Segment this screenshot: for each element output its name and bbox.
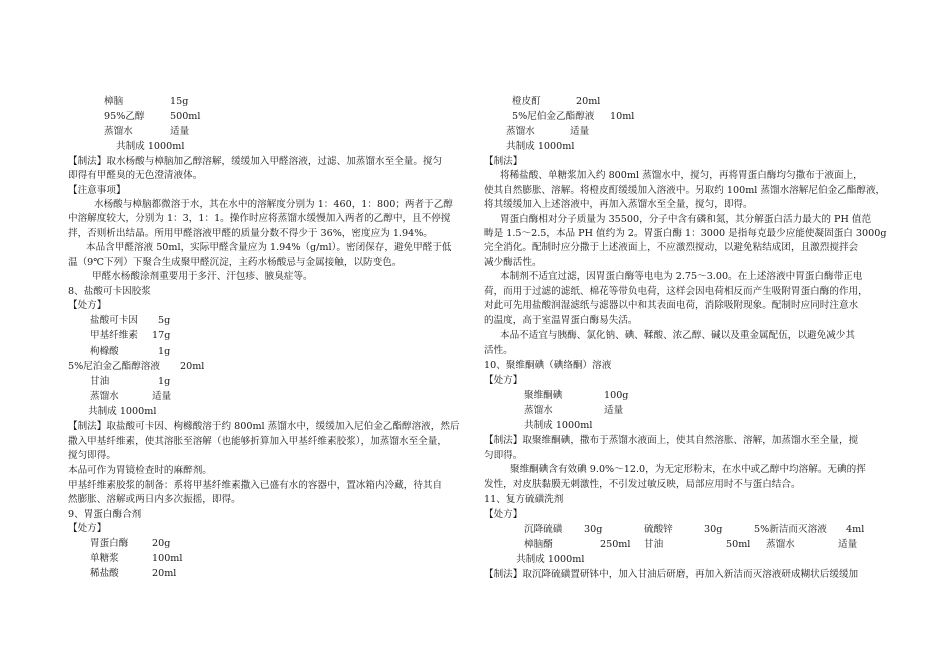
ingredient-amount: 17g	[152, 330, 171, 341]
ingredient-amount: 100g	[604, 390, 629, 401]
ingredient-amount: 1g	[158, 346, 171, 357]
ingredient-name: 甘油	[90, 376, 110, 387]
ingredient-amount: 20ml	[180, 361, 205, 372]
section-heading: 【处方】	[484, 375, 523, 386]
section-title: 8、盐酸可卡因胶浆	[68, 286, 151, 297]
ingredient-name: 5%新洁而灭溶液	[754, 524, 827, 535]
ingredient-amount: 1g	[158, 376, 171, 387]
ingredient-name: 盐酸可卡因	[90, 315, 138, 326]
ingredient-name: 甘油	[644, 539, 664, 550]
ingredient-name: 蒸馏水	[90, 391, 119, 402]
preparation-text: 即得有甲醛臭的无色澄清液体。	[68, 170, 203, 181]
ingredient-amount: 20ml	[576, 96, 601, 107]
ingredient-name: 单糖浆	[90, 553, 119, 564]
preparation-text: 将稀盐酸、单糖浆加入约 800ml 蒸馏水中，搅匀，再将胃蛋白酶均匀撒布于液面上，	[500, 170, 863, 181]
ingredient-name: 樟脑醑	[524, 539, 553, 550]
ingredient-name: 甲基纤维素	[90, 330, 138, 341]
paragraph: 拌，否则析出结晶。所用甲醛溶液甲醛的质量分数不得少于 36%，密度应为 1.94%。	[68, 228, 433, 239]
ingredient-name: 稀盐酸	[90, 568, 119, 579]
paragraph: 中溶解度较大，分别为 1：3，1：1。操作时应将蒸馏水缓慢加入两者的乙醇中，且不停搅	[68, 213, 451, 224]
ingredient-amount: 15g	[170, 96, 189, 107]
paragraph: 对此可先用盐酸润湿滤纸与滤器以中和其表面电荷，消除吸附现象。配制时应同时注意水	[484, 300, 859, 311]
section-heading: 【制法】	[484, 156, 523, 167]
ingredient-amount: 100ml	[152, 553, 183, 564]
ingredient-amount: 适量	[570, 126, 590, 137]
paragraph: 荷，而用于过滤的滤纸、棉花等带负电荷，这样会因电荷相反而产生吸附胃蛋白酶的作用，	[484, 286, 868, 297]
ingredient-amount: 30g	[704, 524, 723, 535]
preparation-text: 【制法】取沉降硫磺置研钵中，加入甘油后研磨，再加入新洁而灭溶液研成糊状后缓缓加	[484, 569, 859, 580]
paragraph: 甲基纤维素胶浆的制备：系将甲基纤维素撒入已盛有水的容器中，置冰箱内冷藏，待其自	[68, 480, 443, 491]
ingredient-name: 沉降硫磺	[524, 524, 563, 535]
ingredient-amount: 30g	[584, 524, 603, 535]
paragraph: 水杨酸与樟脑都微溶于水，其在水中的溶解度分别为 1：460，1：800；两者于乙醇	[94, 199, 453, 210]
paragraph: 减少酶活性。	[484, 257, 542, 268]
ingredient-name: 聚维酮碘	[524, 390, 563, 401]
section-title: 9、胃蛋白酶合剂	[68, 509, 142, 520]
ingredient-name: 95%乙醇	[104, 111, 145, 122]
paragraph: 本制剂不适宜过滤，因胃蛋白酶等电电为 2.75～3.00。在上述溶液中胃蛋白酶带正电	[500, 271, 863, 282]
ingredient-name: 蒸馏水	[524, 405, 553, 416]
ingredient-name: 枸橼酸	[90, 346, 119, 357]
ingredient-name: 橙皮酊	[512, 96, 541, 107]
preparation-text: 使其自然膨胀、溶解。将橙皮酊缓缓加入溶液中。另取约 100ml 蒸馏水溶解尼伯金乙酯醇液，	[484, 185, 886, 196]
ingredient-name: 蒸馏水	[104, 126, 133, 137]
total-volume: 共制成 1000ml	[88, 406, 157, 417]
ingredient-amount: 5g	[158, 315, 171, 326]
paragraph: 本品可作为胃镜检查时的麻醉剂。	[68, 465, 212, 476]
paragraph: 温（9℃下列）下聚合生成聚甲醛沉淀，主药水杨酸忌与金属接触，以防变色。	[68, 257, 402, 268]
ingredient-amount: 适量	[838, 539, 858, 550]
ingredient-amount: 20g	[152, 538, 171, 549]
paragraph: 的温度，高于室温胃蛋白酶易失活。	[484, 315, 638, 326]
ingredient-name: 蒸馏水	[506, 126, 535, 137]
preparation-text: 撒入甲基纤维素，使其溶胀至溶解（也能够折算加入甲基纤维素胶浆），加蒸馏水至全量，	[68, 436, 447, 447]
ingredient-amount: 10ml	[610, 111, 635, 122]
paragraph: 畴是 1.5～2.5，本品 PH 值约为 2。胃蛋白酶 1：3000 是指每克最少应能使凝固蛋白 3000g	[484, 228, 887, 239]
preparation-text: 将其缓缓加入上述溶液中，再加入蒸馏水至全量，搅匀，即得。	[484, 199, 753, 210]
preparation-text: 【制法】取水杨酸与樟脑加乙醇溶解，缓缓加入甲醛溶液，过滤、加蒸馏水至全量。搅匀	[68, 156, 443, 167]
preparation-text: 匀即得。	[484, 450, 523, 461]
section-heading: 【处方】	[68, 300, 107, 311]
paragraph: 本品含甲醛溶液 50ml，实际甲醛含量应为 1.94%（g/ml）。密闭保存，避免甲醛于低	[86, 242, 452, 253]
section-heading: 【注意事项】	[68, 185, 126, 196]
ingredient-amount: 250ml	[600, 539, 631, 550]
section-title: 10、聚维酮碘（碘络酮）溶液	[484, 360, 612, 371]
paragraph: 完全消化。配制时应分撒于上述液面上，不应激烈搅动，以避免粘结成团，且激烈搅拌会	[484, 242, 859, 253]
ingredient-amount: 4ml	[846, 524, 865, 535]
section-title: 11、复方硫磺洗剂	[484, 494, 564, 505]
paragraph: 胃蛋白酶相对分子质量为 35500，分子中含有磷和氮，其分解蛋白活力最大的 PH 值范	[500, 214, 872, 225]
ingredient-name: 樟脑	[104, 96, 124, 107]
total-volume: 共制成 1000ml	[516, 554, 585, 565]
ingredient-amount: 500ml	[170, 111, 201, 122]
ingredient-amount: 20ml	[152, 568, 177, 579]
total-volume: 共制成 1000ml	[524, 420, 593, 431]
paragraph: 活性。	[484, 345, 513, 356]
paragraph: 发性，对皮肤黏膜无刺激性，不引发过敏反映，局部应用时不与蛋白结合。	[484, 479, 801, 490]
ingredient-amount: 适量	[604, 405, 624, 416]
section-heading: 【处方】	[484, 509, 523, 520]
ingredient-name: 硫酸锌	[644, 524, 673, 535]
paragraph: 甲醛水杨酸涂剂重要用于多汗、汗包疹、腋臭症等。	[92, 271, 313, 282]
ingredient-amount: 50ml	[726, 539, 751, 550]
section-heading: 【处方】	[68, 523, 107, 534]
ingredient-name: 胃蛋白酶	[90, 538, 129, 549]
preparation-text: 【制法】取盐酸可卡因、枸橼酸溶于约 800ml 蒸馏水中，缓缓加入尼伯金乙酯醇溶液，然后	[68, 421, 460, 432]
paragraph: 聚维酮碘含有效碘 9.0%～12.0，为无定形粉末，在水中或乙醇中均溶解。无碘的挥	[510, 464, 866, 475]
paragraph: 然膨胀、溶解或两日内多次振摇，即得。	[68, 494, 241, 505]
ingredient-amount: 适量	[152, 391, 172, 402]
total-volume: 共制成 1000ml	[116, 141, 185, 152]
preparation-text: 【制法】取聚维酮碘，撒布于蒸馏水液面上，使其自然溶胀、溶解，加蒸馏水至全量，搅	[484, 435, 859, 446]
ingredient-name: 5%尼伯金乙酯醇液	[512, 111, 595, 122]
ingredient-name: 5%尼泊金乙酯醇溶液	[68, 361, 160, 372]
preparation-text: 搅匀即得。	[68, 450, 116, 461]
paragraph: 本品不适宜与胰酶、氯化钠、碘、鞣酸、浓乙醇、碱以及重金属配伍，以避免减少其	[500, 330, 855, 341]
ingredient-name: 蒸馏水	[766, 539, 795, 550]
ingredient-amount: 适量	[170, 126, 190, 137]
total-volume: 共制成 1000ml	[506, 141, 575, 152]
